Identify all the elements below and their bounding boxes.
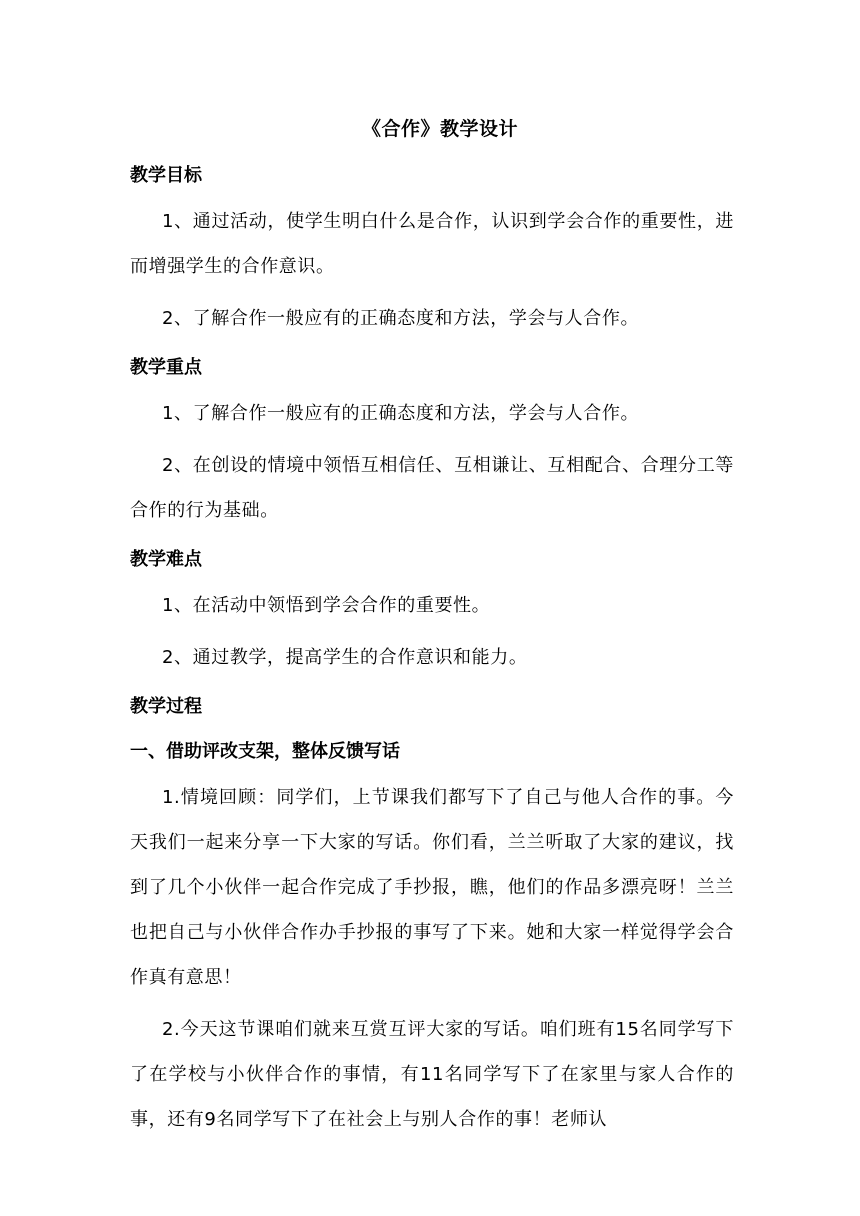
objective-item-2: 2、了解合作一般应有的正确态度和方法，学会与人合作。 xyxy=(162,308,640,329)
objective-item-1: 1、通过活动，使学生明白什么是合作，认识到学会合作的重要性，进而增强学生的合作意识。 xyxy=(130,211,734,277)
section-heading-process: 教学过程 xyxy=(130,696,202,717)
difficulty-item-2: 2、通过教学，提高学生的合作意识和能力。 xyxy=(162,647,528,668)
key-point-item-2: 2、在创设的情境中领悟互相信任、互相谦让、互相配合、合理分工等合作的行为基础。 xyxy=(130,455,734,521)
process-paragraph-2: 2.今天这节课咱们就来互赏互评大家的写话。咱们班有15名同学写下了在学校与小伙伴合作的事情，有11名同学写下了在家里与家人合作的事，还有9名同学写下了在社会上与别人合作的事！老师认 xyxy=(130,1019,734,1130)
section-heading-key-points: 教学重点 xyxy=(130,357,202,378)
process-paragraph-1: 1.情境回顾：同学们，上节课我们都写下了自己与他人合作的事。今天我们一起来分享一下大家的写话。你们看，兰兰听取了大家的建议，找到了几个小伙伴一起合作完成了手抄报，瞧，他们的作品多漂亮呀！兰兰也把自己与小伙伴合作办手抄报的事写了下来。她和大家一样觉得学会合作真有意思！ xyxy=(130,787,734,988)
section-heading-difficulties: 教学难点 xyxy=(130,549,202,570)
document-content xyxy=(130,109,734,1142)
section-heading-objectives: 教学目标 xyxy=(130,165,202,186)
document-title: 《合作》教学设计 xyxy=(361,118,518,140)
difficulty-item-1: 1、在活动中领悟到学会合作的重要性。 xyxy=(162,595,491,616)
process-step-heading-1: 一、借助评改支架，整体反馈写话 xyxy=(130,741,400,762)
key-point-item-1: 1、了解合作一般应有的正确态度和方法，学会与人合作。 xyxy=(162,403,640,424)
